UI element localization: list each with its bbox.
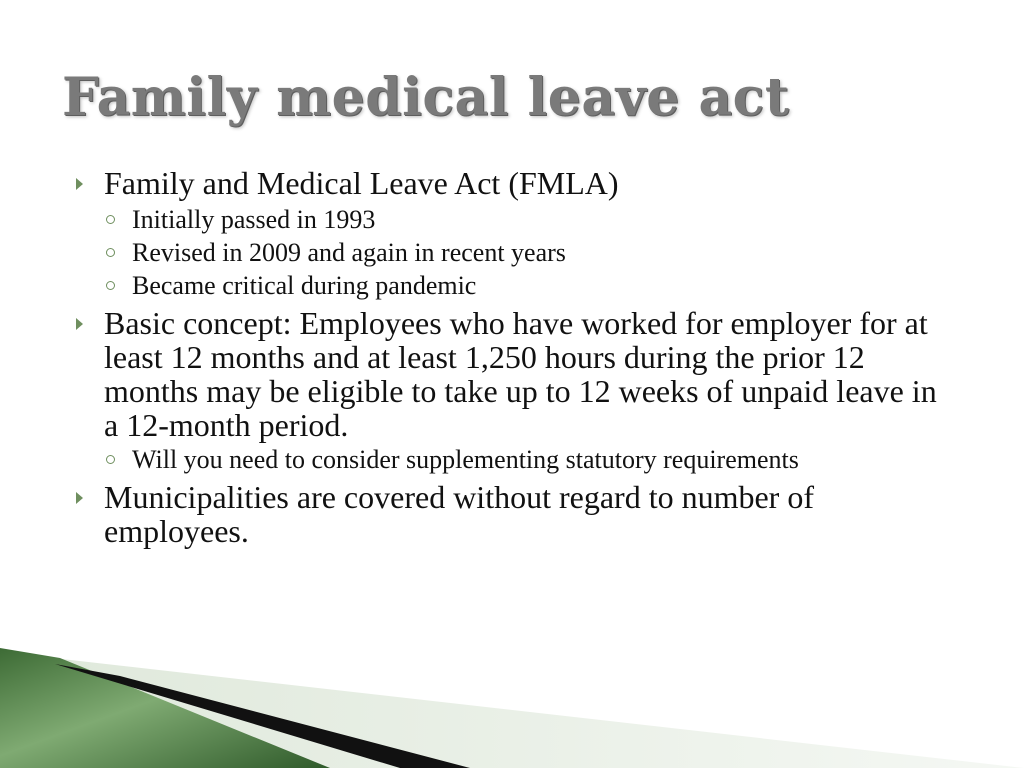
- sub-bullet-text: Initially passed in 1993: [132, 205, 376, 234]
- triangle-right-icon: [76, 178, 83, 190]
- sub-bullet-item: [72, 446, 952, 474]
- triangle-right-icon: [76, 318, 83, 330]
- bullet-text: Municipalities are covered without regard to number of employees.: [104, 479, 814, 549]
- bullet-item-basic-concept: [72, 306, 952, 442]
- decor-green-band: [0, 648, 330, 768]
- sub-bullet-item: [72, 272, 952, 300]
- bullet-text: Family and Medical Leave Act (FMLA): [104, 165, 619, 201]
- bullet-list: [72, 166, 952, 550]
- slide-title: Family medical leave act: [62, 67, 790, 128]
- hollow-circle-icon: [106, 455, 115, 464]
- decor-light-band: [0, 652, 1024, 768]
- sub-bullet-item: [72, 206, 952, 234]
- hollow-circle-icon: [106, 281, 115, 290]
- bullet-text: Basic concept: Employees who have worked for employer for at least 12 months and at least 1,250 hours during the prior 12 months may be eligible to take up to 12 weeks of unpaid leave in a 12-month period.: [104, 305, 937, 443]
- sub-bullet-text: Became critical during pandemic: [132, 271, 477, 300]
- hollow-circle-icon: [106, 215, 115, 224]
- bullet-item-fmla: [72, 166, 952, 200]
- sub-bullet-item: [72, 239, 952, 267]
- sub-bullet-text: Revised in 2009 and again in recent years: [132, 238, 566, 267]
- decor-black-stripe: [55, 664, 470, 768]
- bullet-item-municipalities: [72, 480, 952, 548]
- triangle-right-icon: [76, 492, 83, 504]
- sub-bullet-text: Will you need to consider supplementing statutory requirements: [132, 445, 799, 474]
- hollow-circle-icon: [106, 248, 115, 257]
